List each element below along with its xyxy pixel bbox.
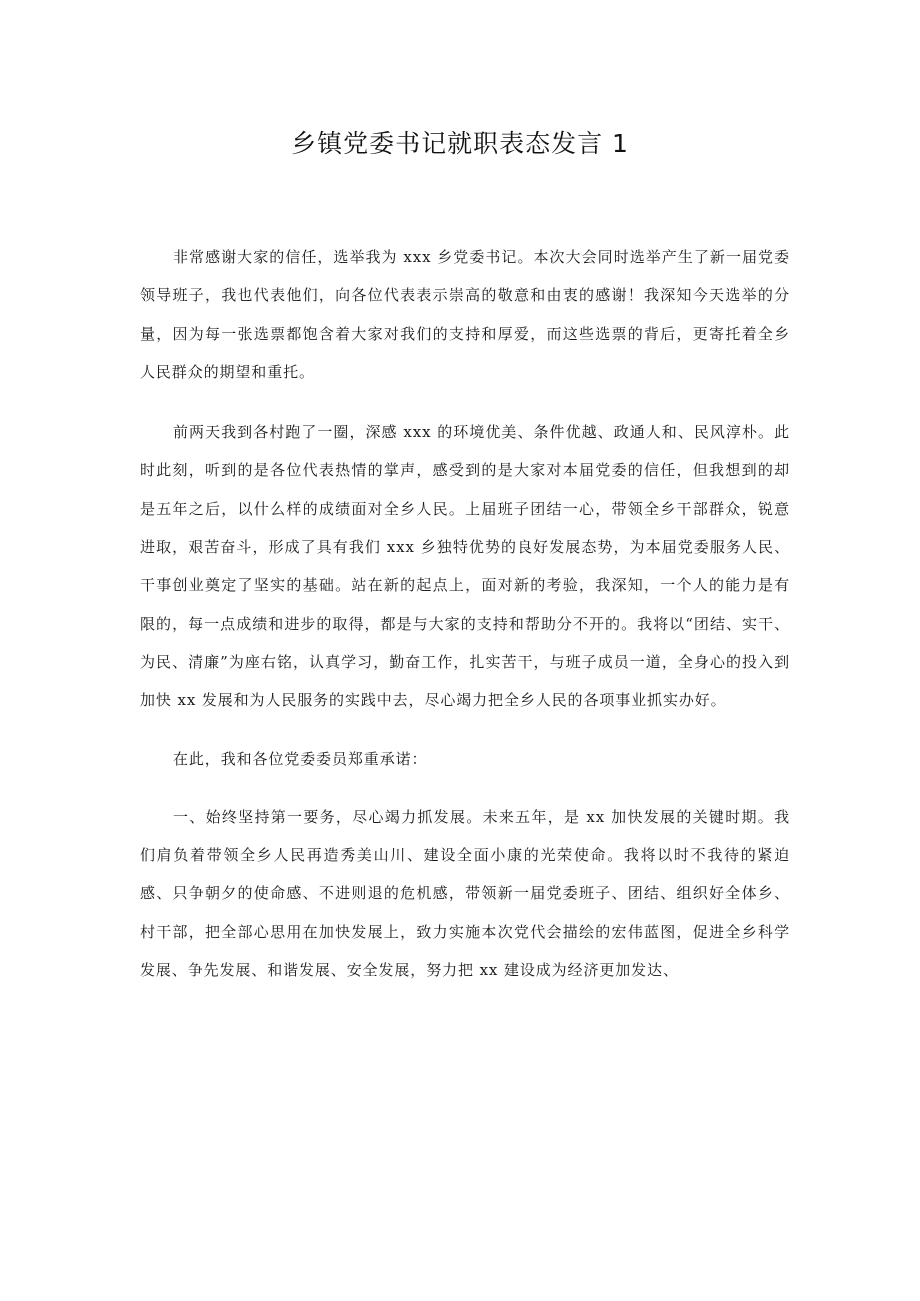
paragraph-village-visit: 前两天我到各村跑了一圈，深感 xxx 的环境优美、条件优越、政通人和、民风淳朴。此时此刻，听到的是各位代表热情的掌声，感受到的是大家对本届党委的信任，但我想到的却是五年之后，以什么样的成绩面对全乡人民。上届班子团结一心，带领全乡干部群众，锐意进取，艰苦奋斗，形成了具有我们 xxx 乡独特优势的良好发展态势，为本届党委服务人民、干事创业奠定了坚实的基础。站在新的起点上，面对新的考验，我深知，一个人的能力是有限的，每一点成绩和进步的取得，都是与大家的支持和帮助分不开的。我将以“团结、实干、为民、清廉”为座右铭，认真学习，勤奋工作，扎实苦干，与班子成员一道，全身心的投入到加快 xx 发展和为人民服务的实践中去，尽心竭力把全乡人民的各项事业抓实办好。 (140, 423, 790, 710)
document-body (140, 238, 790, 1012)
paragraph-pledge-one: 一、始终坚持第一要务，尽心竭力抓发展。未来五年，是 xx 加快发展的关键时期。我们肩负着带领全乡人民再造秀美山川、建设全面小康的光荣使命。我将以时不我待的紧迫感、只争朝夕的使命感、不进则退的危机感，带领新一届党委班子、团结、组织好全体乡、村干部，把全部心思用在加快发展上，致力实施本次党代会描绘的宏伟蓝图，促进全乡科学发展、争先发展、和谐发展、安全发展，努力把 xx 建设成为经济更加发达、 (140, 807, 790, 980)
paragraph-thanks: 非常感谢大家的信任，选举我为 xxx 乡党委书记。本次大会同时选举产生了新一届党委领导班子，我也代表他们，向各位代表表示崇高的敬意和由衷的感谢！我深知今天选举的分量，因为每一张选票都饱含着大家对我们的支持和厚爱，而这些选票的背后，更寄托着全乡人民群众的期望和重托。 (140, 248, 790, 381)
paragraph-pledge-intro: 在此，我和各位党委委员郑重承诺： (173, 749, 428, 768)
document-title: 乡镇党委书记就职表态发言 1 (291, 129, 629, 158)
